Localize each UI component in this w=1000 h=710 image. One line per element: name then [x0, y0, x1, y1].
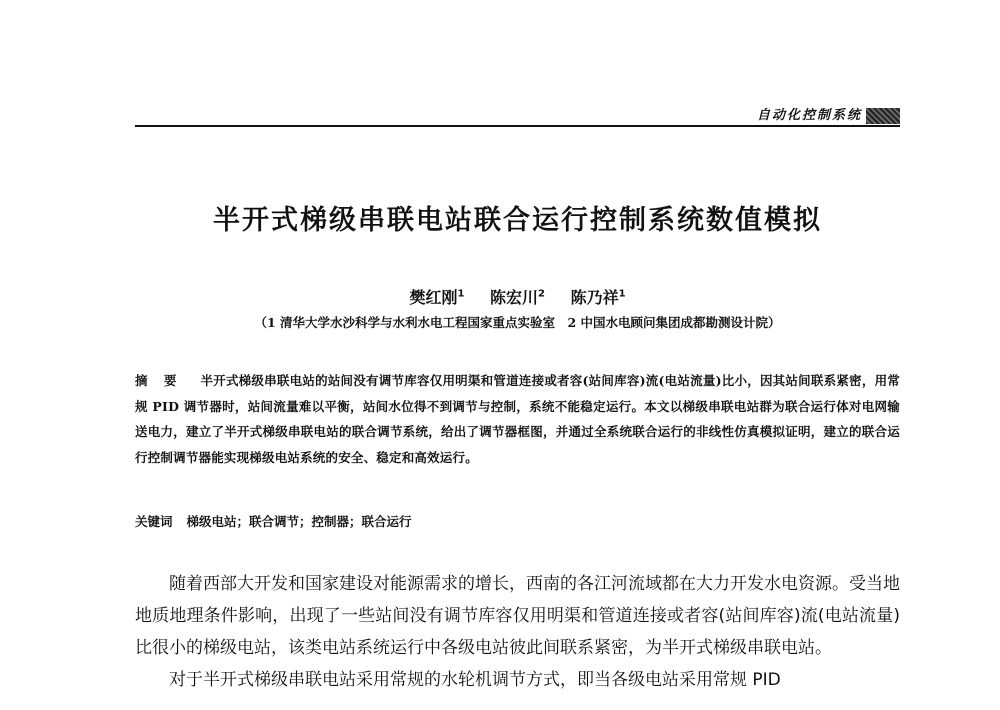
keywords-label: 关键词 — [135, 514, 173, 529]
author: 陈宏川$^2$ — [490, 288, 545, 307]
abstract-label: 摘 要 — [135, 373, 183, 388]
running-head — [610, 104, 900, 126]
affiliations: （1 清华大学水沙科学与水利水电工程国家重点实验室 2 中国水电顾问集团成都勘测设计院） — [254, 315, 781, 330]
running-head-text: 自动化控制系统 — [756, 108, 862, 123]
paper-title: 半开式梯级串联电站联合运行控制系统数值模拟 — [213, 205, 822, 236]
abstract-text: 半开式梯级串联电站的站间没有调节库容仅用明渠和管道连接或者容(站间库容)流(电站流量)比小，因其站间联系紧密，用常规 PID 调节器时，站间流量难以平衡，站间水位得不到调节与控制，系统不能稳定运行。本文以梯级串联电站群为联合运行体对电网输送电力，建立了半开式梯级串联电站的联合调节系统，给出了调节器框图，并通过全系统联合运行的非线性仿真模拟证明，建立的联合运行控制调节器能实现梯级电站系统的安全、稳定和高效运行。 — [135, 373, 901, 465]
keywords-text: 梯级电站；联合调节；控制器；联合运行 — [186, 514, 412, 529]
author-list — [135, 285, 900, 308]
abstract — [135, 368, 900, 470]
header-rule — [135, 125, 900, 127]
author: 陈乃祥$^1$ — [570, 288, 626, 307]
body-paragraph: 随着西部大开发和国家建设对能源需求的增长，西南的各江河流域都在大力开发水电资源。受当地地质地理条件影响，出现了一些站间没有调节库容仅用明渠和管道连接或者容(站间库容)流(电站流量)比很小的梯级电站，该类电站系统运行中各级电站彼此间联系紧密，为半开式梯级串联电站。 — [135, 574, 900, 658]
body-paragraph: 对于半开式梯级串联电站采用常规的水轮机调节方式，即当各级电站采用常规 PID — [169, 670, 781, 690]
journal-logo-block — [866, 108, 900, 124]
keywords — [135, 512, 900, 530]
body-text — [135, 568, 900, 696]
author: 樊红刚$^1$ — [409, 288, 465, 307]
